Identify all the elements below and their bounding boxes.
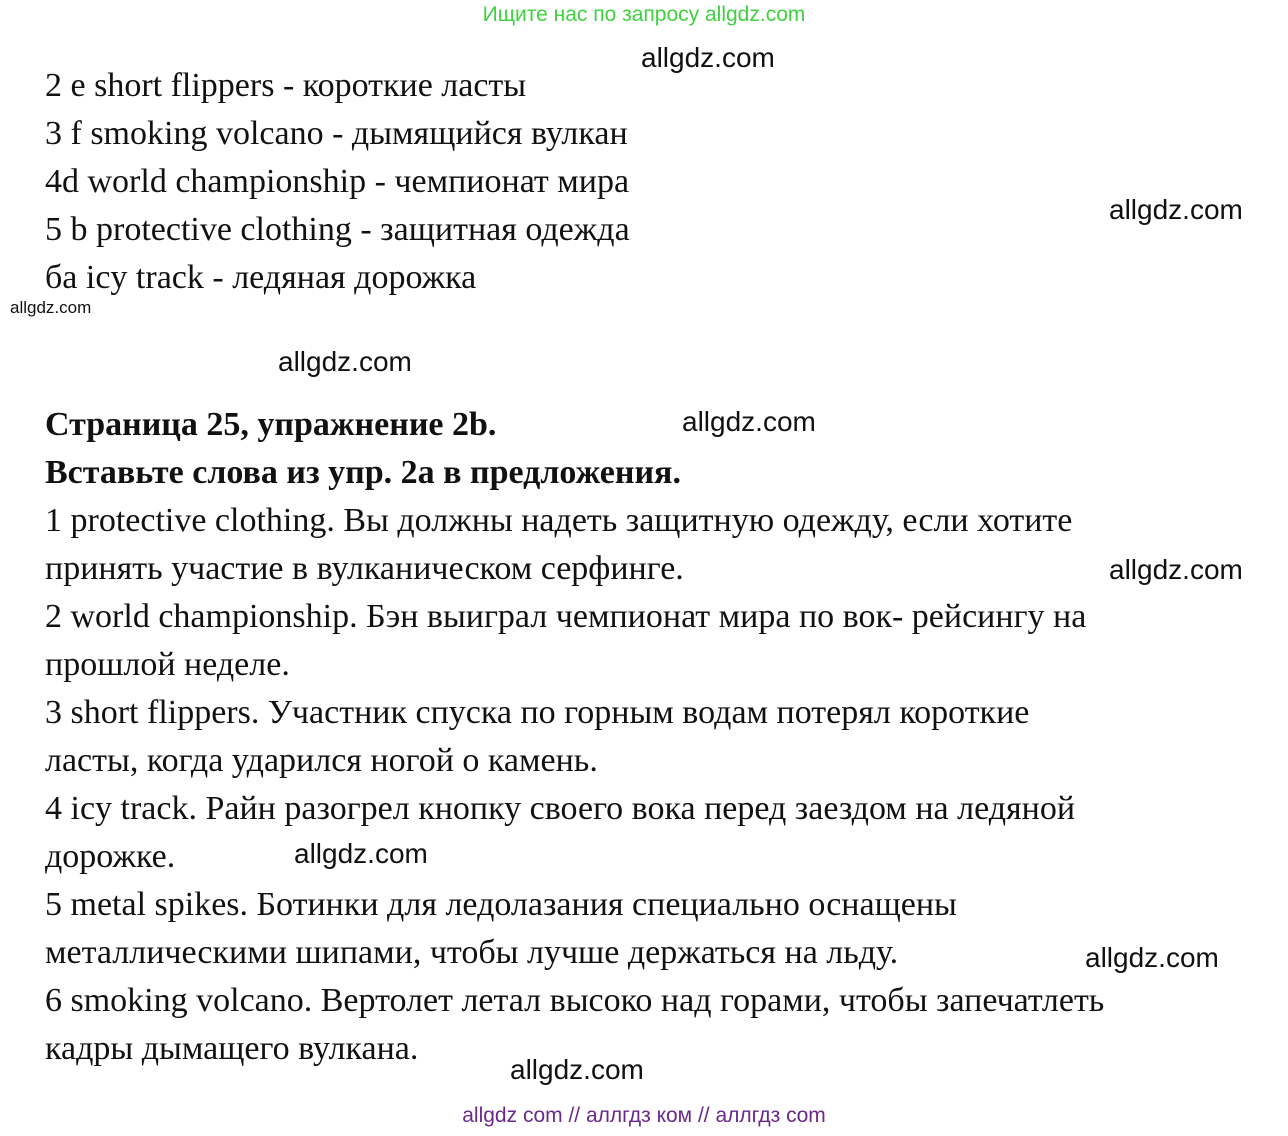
exercise-line: дорожке. [45,838,176,875]
exercise-line: 5 metal spikes. Ботинки для ледолазания специально оснащены [45,886,957,923]
vocab-item: 2 e short flippers - короткие ласты [45,67,527,104]
exercise-line: прошлой неделе. [45,646,290,683]
exercise-heading: Страница 25, упражнение 2b. [45,406,497,443]
exercise-line: принять участие в вулканическом серфинге. [45,550,684,587]
exercise-line: 1 protective clothing. Вы должны надеть защитную одежду, если хотите [45,502,1073,539]
watermark: allgdz.com [1085,942,1219,973]
search-banner: Ищите нас по запросу allgdz.com [482,3,806,26]
watermark: allgdz.com [278,346,412,377]
watermark: allgdz.com [510,1054,644,1085]
exercise-line: 2 world championship. Бэн выиграл чемпионат мира по вок- рейсингу на [45,598,1087,635]
vocab-item: 4d world championship - чемпионат мира [45,163,630,200]
watermark: allgdz.com [294,838,428,869]
vocab-item: 3 f smoking volcano - дымящийся вулкан [45,115,628,152]
footer-links: allgdz com // аллгдз ком // аллгдз com [462,1104,826,1127]
exercise-instruction: Вставьте слова из упр. 2а в предложения. [45,454,681,491]
watermark: allgdz.com [1109,554,1243,585]
vocab-item: ба icy track - ледяная дорожка [45,259,477,296]
vocab-item: 5 b protective clothing - защитная одежда [45,211,630,248]
exercise-line: 4 icy track. Райн разогрел кнопку своего вока перед заездом на ледяной [45,790,1076,827]
watermark: allgdz.com [10,298,92,317]
exercise-line: 3 short flippers. Участник спуска по горным водам потерял короткие [45,694,1030,731]
exercise-line: металлическими шипами, чтобы лучше держаться на льду. [45,934,899,971]
watermark: allgdz.com [1109,194,1243,225]
exercise-line: кадры дымащего вулкана. [45,1030,419,1067]
watermark: allgdz.com [682,406,816,437]
watermark: allgdz.com [641,42,775,73]
exercise-line: 6 smoking volcano. Вертолет летал высоко над горами, чтобы запечатлеть [45,982,1105,1019]
exercise-line: ласты, когда ударился ногой о камень. [45,742,598,779]
